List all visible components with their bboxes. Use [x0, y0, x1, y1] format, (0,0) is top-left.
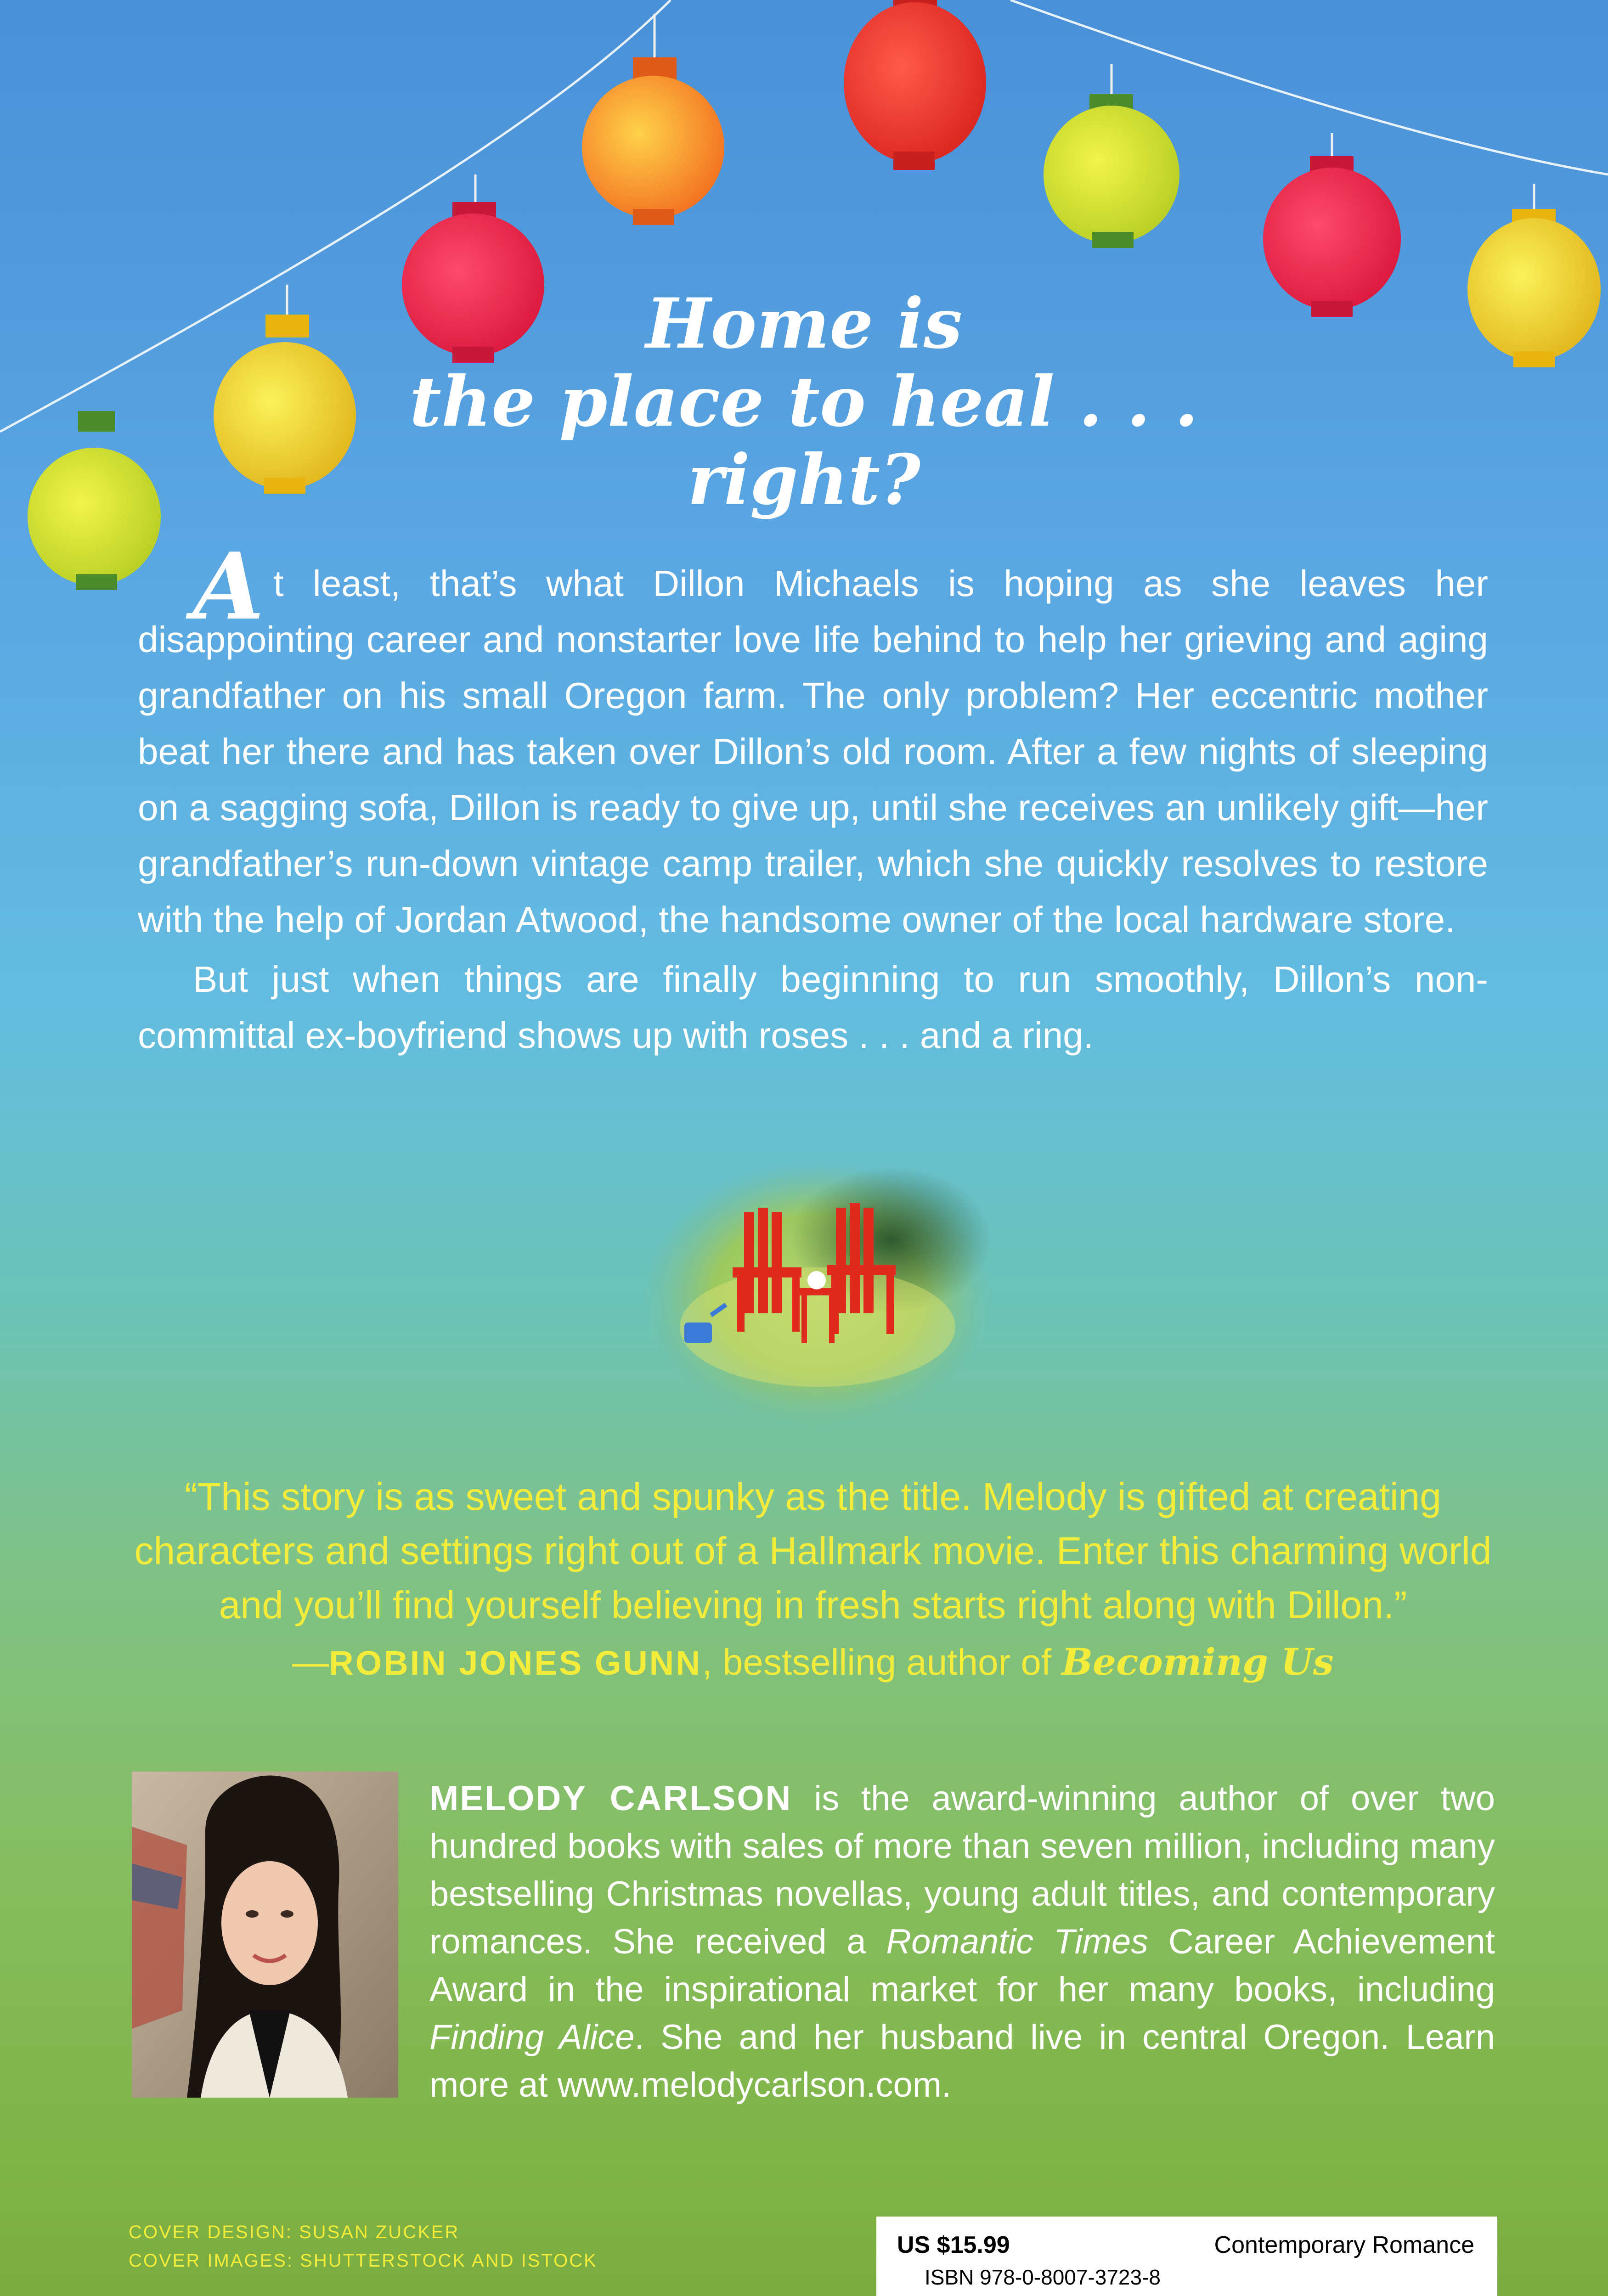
bio-text-3: . She and her husband live in central Oregon. Learn more at www.melodycarlson.com. — [429, 2018, 1495, 2105]
endorsement — [133, 1469, 1493, 1690]
back-cover-blurb — [138, 533, 1488, 1064]
drop-cap: A — [193, 533, 265, 641]
cover-design-credit: COVER DESIGN: SUSAN ZUCKER — [129, 2222, 460, 2242]
barcode-panel — [876, 2217, 1497, 2296]
tagline — [0, 285, 1608, 519]
blurb-paragraph-2: But just when things are finally beginning to run smoothly, Dillon’s non-committal ex-boyfriend shows up with roses . . . and a ring. — [138, 959, 1488, 1056]
author-photo — [132, 1772, 398, 2098]
endorser-role: , bestselling author of — [702, 1642, 1062, 1683]
cover-images-credit: COVER IMAGES: SHUTTERSTOCK AND ISTOCK — [129, 2251, 598, 2271]
red-adirondack-chairs-vignette — [634, 1153, 1001, 1437]
endorsement-attribution — [133, 1635, 1493, 1690]
lantern-red-top — [844, 0, 986, 170]
lantern-orange — [582, 14, 724, 225]
cover-credits — [129, 2218, 598, 2275]
bio-text-2: Career Achievement Award in the inspirational market for her many books, including — [429, 1922, 1495, 2009]
tagline-line-3: right? — [687, 439, 921, 520]
tagline-line-1: Home is — [645, 283, 963, 364]
endorser-book-title: Becoming Us — [1061, 1640, 1334, 1683]
author-name: MELODY CARLSON — [429, 1779, 792, 1818]
bio-italic-award: Romantic Times — [886, 1922, 1149, 1961]
genre-label: Contemporary Romance — [1214, 2232, 1474, 2258]
blurb-paragraph-1 — [138, 533, 1488, 948]
attribution-dash: — — [292, 1642, 329, 1683]
endorser-name: ROBIN JONES GUNN — [329, 1644, 702, 1682]
isbn: ISBN 978-0-8007-3723-8 — [925, 2265, 1161, 2289]
lantern-lime — [1044, 64, 1179, 248]
author-bio — [429, 1775, 1495, 2109]
endorsement-quote: “This story is as sweet and spunky as the title. Melody is gifted at creating characters and settings right out of a Hallmark movie. Enter this charming world and you’ll find yourself believing in fresh starts right along with Dillon.” — [134, 1475, 1492, 1626]
bio-text-1: is the award-winning author of over two hundred books with sales of more than seven million, including many bestselling Christmas novellas, young adult titles, and contemporary romances. She received a — [429, 1779, 1495, 1961]
blurb-paragraph-1-text: t least, that’s what Dillon Michaels is hoping as she leaves her disappointing career and nonstarter love life behind to help her grieving and aging grandfather on his small Oregon farm. The only problem? Her eccentric mother beat her there and has taken over Dillon’s old room. After a few nights of sleeping on a sagging sofa, Dillon is ready to give up, until she receives an unlikely gift—her grandfather’s run-down vintage camp trailer, which she quickly resolves to restore with the help of Jordan Atwood, the handsome owner of the local hardware store. — [138, 563, 1488, 940]
bio-italic-book: Finding Alice — [429, 2018, 635, 2057]
price: US $15.99 — [897, 2232, 1010, 2258]
tagline-line-2: the place to heal . . . — [409, 361, 1199, 442]
